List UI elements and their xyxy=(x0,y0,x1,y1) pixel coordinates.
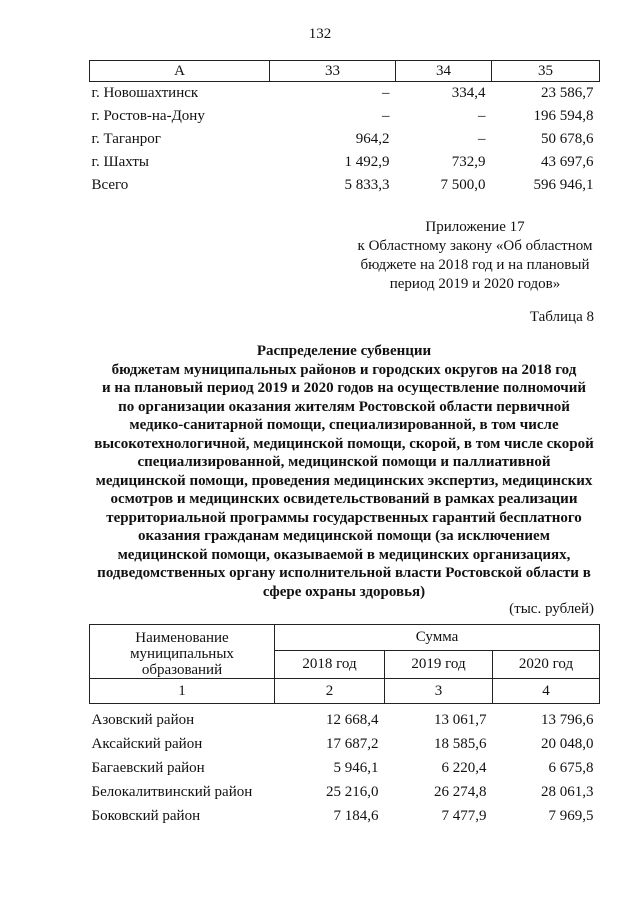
cell-value: 7 184,6 xyxy=(333,807,379,824)
cell-value: 6 220,4 xyxy=(441,759,487,776)
column-index: 3 xyxy=(385,679,493,704)
row-name: Аксайский район xyxy=(91,735,203,752)
title-line: специализированной, медицинской помощи и паллиативной xyxy=(137,454,551,470)
cell-value: 26 274,8 xyxy=(434,783,487,800)
title-line: медицинской помощи, оказываемой в медицинских организациях, xyxy=(117,546,571,563)
table-row xyxy=(90,732,600,756)
title-line: подведомственных органу исполнительной власти Ростовской области в xyxy=(97,565,591,581)
document-title xyxy=(84,342,604,601)
cell-value: 596 946,1 xyxy=(533,177,594,193)
cell-value: – xyxy=(382,85,390,101)
cell-value: 17 687,2 xyxy=(326,735,379,752)
cell-value: 13 061,7 xyxy=(434,711,487,728)
units-label: (тыс. рублей) xyxy=(509,601,594,617)
row-name: Азовский район xyxy=(91,711,195,728)
column-header: 35 xyxy=(492,61,600,82)
continuation-table xyxy=(89,60,600,197)
row-name: Белокалитвинский район xyxy=(91,783,253,800)
cell-value: 6 675,8 xyxy=(548,759,594,776)
cell-value: 18 585,6 xyxy=(434,735,487,752)
cell-value: 12 668,4 xyxy=(326,711,379,728)
title-line: высокотехнологичной, медицинской помощи, скорой, в том числе скорой xyxy=(94,435,594,452)
table-row xyxy=(90,704,600,733)
appendix-line: Приложение 17 xyxy=(425,219,525,235)
index-row xyxy=(90,679,600,704)
title-line: осмотров и медицинских освидетельствований в рамках реализации xyxy=(110,491,578,507)
continuation-table-header xyxy=(90,61,600,82)
header-line: образований xyxy=(141,662,223,678)
appendix-line: период 2019 и 2020 годов» xyxy=(389,276,561,292)
appendix-line: бюджете на 2018 год и на плановый xyxy=(360,257,590,273)
table-row-total xyxy=(90,174,600,197)
title-line: территориальной программы государственных гарантий бесплатного xyxy=(106,509,582,526)
table-row xyxy=(90,105,600,128)
cell-value: 28 061,3 xyxy=(541,783,594,800)
cell-value: 7 969,5 xyxy=(548,807,594,824)
column-index: 1 xyxy=(90,679,275,704)
year-header: 2018 год xyxy=(275,650,385,678)
cell-value: 13 796,6 xyxy=(541,711,594,728)
row-name: г. Таганрог xyxy=(91,131,161,147)
cell-value: – xyxy=(382,108,390,124)
row-name: г. Шахты xyxy=(91,154,150,170)
cell-value: 196 594,8 xyxy=(533,108,594,124)
subvention-table xyxy=(89,624,600,828)
row-name: г. Новошахтинск xyxy=(91,85,199,101)
row-name: Багаевский район xyxy=(91,759,205,776)
column-header: А xyxy=(90,61,270,82)
title-line: медицинской помощи, проведения медицинских экспертиз, медицинских xyxy=(95,472,593,489)
cell-value: – xyxy=(478,108,486,124)
cell-value: 50 678,6 xyxy=(541,131,594,147)
title-line: оказания гражданам медицинской помощи (за исключением xyxy=(138,528,550,544)
header-line: муниципальных xyxy=(130,646,234,662)
column-index: 4 xyxy=(493,679,600,704)
table-row xyxy=(90,804,600,828)
cell-value: 964,2 xyxy=(355,131,390,147)
row-name: Боковский район xyxy=(91,807,201,824)
cell-value: 7 477,9 xyxy=(441,807,487,824)
cell-value: 43 697,6 xyxy=(541,154,594,170)
row-name: Всего xyxy=(91,177,129,193)
title-line: по организации оказания жителям Ростовской области первичной xyxy=(118,398,570,415)
page-number: 132 xyxy=(308,26,332,42)
year-header: 2020 год xyxy=(493,650,600,678)
cell-value: 732,9 xyxy=(451,154,486,170)
column-header: 34 xyxy=(396,61,492,82)
appendix-note xyxy=(345,218,605,294)
appendix-line: к Областному закону «Об областном xyxy=(357,238,593,254)
table-number: Таблица 8 xyxy=(529,309,594,325)
title-line: сфере охраны здоровья) xyxy=(262,583,426,600)
row-name: г. Ростов-на-Дону xyxy=(91,108,205,124)
year-header: 2019 год xyxy=(385,650,493,678)
cell-value: 1 492,9 xyxy=(344,154,390,170)
name-column-header xyxy=(90,625,275,679)
sum-column-header: Сумма xyxy=(275,625,600,651)
cell-value: 25 216,0 xyxy=(326,783,379,800)
table-row xyxy=(90,128,600,151)
header-line: Наименование xyxy=(135,630,229,646)
title-line: и на плановый период 2019 и 2020 годов на осуществление полномочий xyxy=(101,380,587,396)
table-row xyxy=(90,780,600,804)
table-header-row xyxy=(90,625,600,651)
cell-value: 23 586,7 xyxy=(541,85,594,101)
cell-value: 5 833,3 xyxy=(344,177,390,193)
title-line: бюджетам муниципальных районов и городских округов на 2018 год xyxy=(111,361,577,378)
cell-value: – xyxy=(478,131,486,147)
title-line: Распределение субвенции xyxy=(256,343,432,359)
table-row xyxy=(90,756,600,780)
cell-value: 7 500,0 xyxy=(440,177,486,193)
table-row xyxy=(90,151,600,174)
title-line: медико-санитарной помощи, специализированной, в том числе xyxy=(129,417,559,433)
cell-value: 5 946,1 xyxy=(333,759,379,776)
cell-value: 20 048,0 xyxy=(541,735,594,752)
cell-value: 334,4 xyxy=(451,85,486,101)
column-index: 2 xyxy=(275,679,385,704)
table-row xyxy=(90,82,600,106)
column-header: 33 xyxy=(270,61,396,82)
